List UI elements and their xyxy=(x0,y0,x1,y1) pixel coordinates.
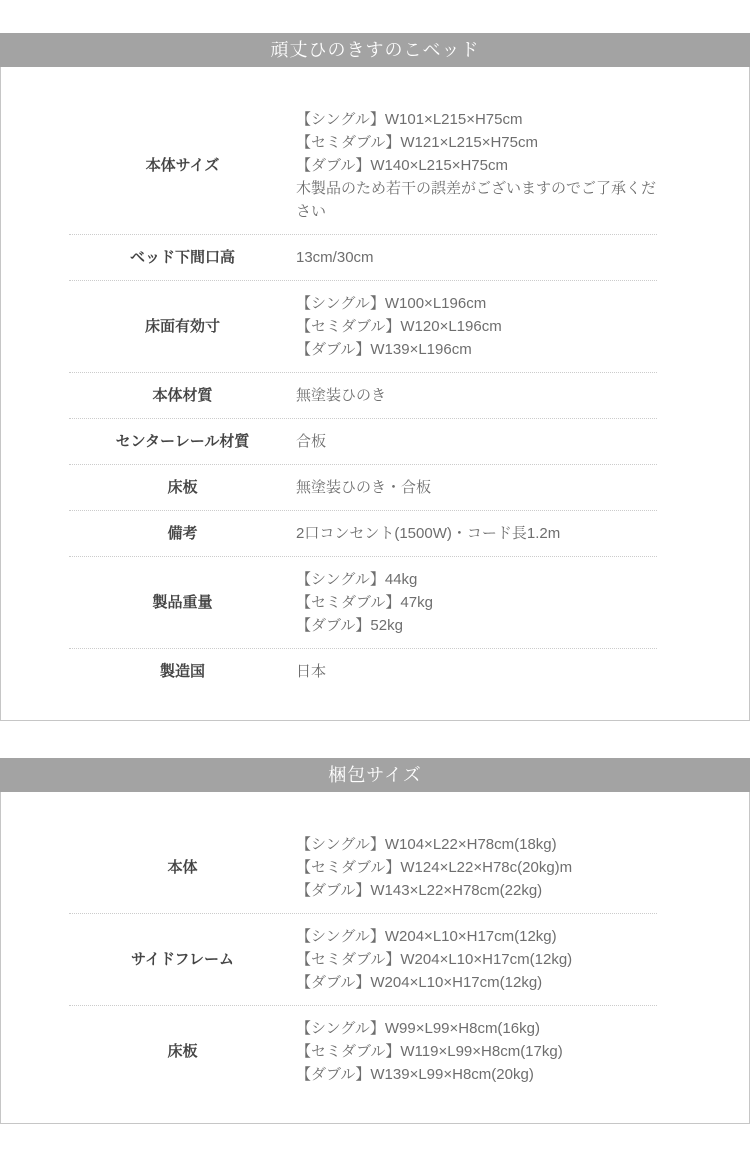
row-label: 本体 xyxy=(167,859,198,876)
table-row xyxy=(69,914,657,1006)
value-line: 【セミダブル】W119×L99×H8cm(17kg) xyxy=(296,1043,563,1060)
value-line: 【セミダブル】W124×L22×H78c(20kg)m xyxy=(296,859,573,876)
value-line: 【シングル】W100×L196cm xyxy=(296,295,487,312)
row-label: 床面有効寸 xyxy=(144,318,220,335)
table-row xyxy=(69,822,657,914)
value-line: 【シングル】W104×L22×H78cm(18kg) xyxy=(296,836,557,853)
value-line: 【ダブル】52kg xyxy=(296,617,403,634)
row-label: 本体材質 xyxy=(152,387,213,404)
value-line: 【ダブル】W143×L22×H78cm(22kg) xyxy=(296,882,543,899)
value-line: 木製品のため若干の誤差がございますのでご了承ください xyxy=(296,180,657,220)
row-label: 床板 xyxy=(167,1043,198,1060)
row-value xyxy=(296,384,657,407)
value-line: 【セミダブル】W121×L215×H75cm xyxy=(296,134,538,151)
table-row xyxy=(69,373,657,419)
value-line: 無塗装ひのき・合板 xyxy=(296,479,432,496)
row-label: 製品重量 xyxy=(152,594,213,611)
row-value xyxy=(296,246,657,269)
row-label: 製造国 xyxy=(159,663,205,680)
table-row xyxy=(69,1006,657,1097)
value-line: 【シングル】W101×L215×H75cm xyxy=(296,111,523,128)
spec-tables xyxy=(0,33,750,1124)
table-row xyxy=(69,557,657,649)
value-line: 【ダブル】W139×L99×H8cm(20kg) xyxy=(296,1066,534,1083)
table-row xyxy=(69,649,657,694)
row-label: ベッド下間口高 xyxy=(129,249,235,266)
value-line: 日本 xyxy=(296,663,327,680)
table-body xyxy=(0,792,750,1124)
value-line: 13cm/30cm xyxy=(296,249,374,266)
row-label: センターレール材質 xyxy=(115,433,250,450)
row-label: 本体サイズ xyxy=(145,157,220,174)
value-line: 2口コンセント(1500W)・コード長1.2m xyxy=(296,525,561,542)
value-line: 【ダブル】W204×L10×H17cm(12kg) xyxy=(296,974,543,991)
row-label: 備考 xyxy=(167,525,198,542)
row-value xyxy=(296,292,657,361)
row-value xyxy=(296,568,657,637)
row-value xyxy=(296,522,657,545)
row-value xyxy=(296,430,657,453)
value-line: 【セミダブル】W204×L10×H17cm(12kg) xyxy=(296,951,573,968)
table-body xyxy=(0,67,750,721)
value-line: 【ダブル】W140×L215×H75cm xyxy=(296,157,508,174)
value-line: 【シングル】W99×L99×H8cm(16kg) xyxy=(296,1020,540,1037)
spec-table-0 xyxy=(0,33,750,721)
row-value xyxy=(296,476,657,499)
table-row xyxy=(69,465,657,511)
value-line: 【ダブル】W139×L196cm xyxy=(296,341,472,358)
row-label: サイドフレーム xyxy=(131,951,234,968)
table-row xyxy=(69,511,657,557)
value-line: 【セミダブル】W120×L196cm xyxy=(296,318,502,335)
table-title: 梱包サイズ xyxy=(0,758,750,792)
row-value xyxy=(296,108,657,223)
value-line: 【シングル】44kg xyxy=(296,571,418,588)
spec-table-1 xyxy=(0,758,750,1124)
row-label: 床板 xyxy=(167,479,198,496)
row-value xyxy=(296,833,657,902)
table-row xyxy=(69,281,657,373)
value-line: 合板 xyxy=(296,433,327,450)
row-value xyxy=(296,925,657,994)
table-title: 頑丈ひのきすのこベッド xyxy=(0,33,750,67)
table-row xyxy=(69,97,657,235)
row-value xyxy=(296,1017,657,1086)
value-line: 無塗装ひのき xyxy=(296,387,387,404)
table-row xyxy=(69,419,657,465)
value-line: 【シングル】W204×L10×H17cm(12kg) xyxy=(296,928,557,945)
table-row xyxy=(69,235,657,281)
row-value xyxy=(296,660,657,683)
value-line: 【セミダブル】47kg xyxy=(296,594,433,611)
